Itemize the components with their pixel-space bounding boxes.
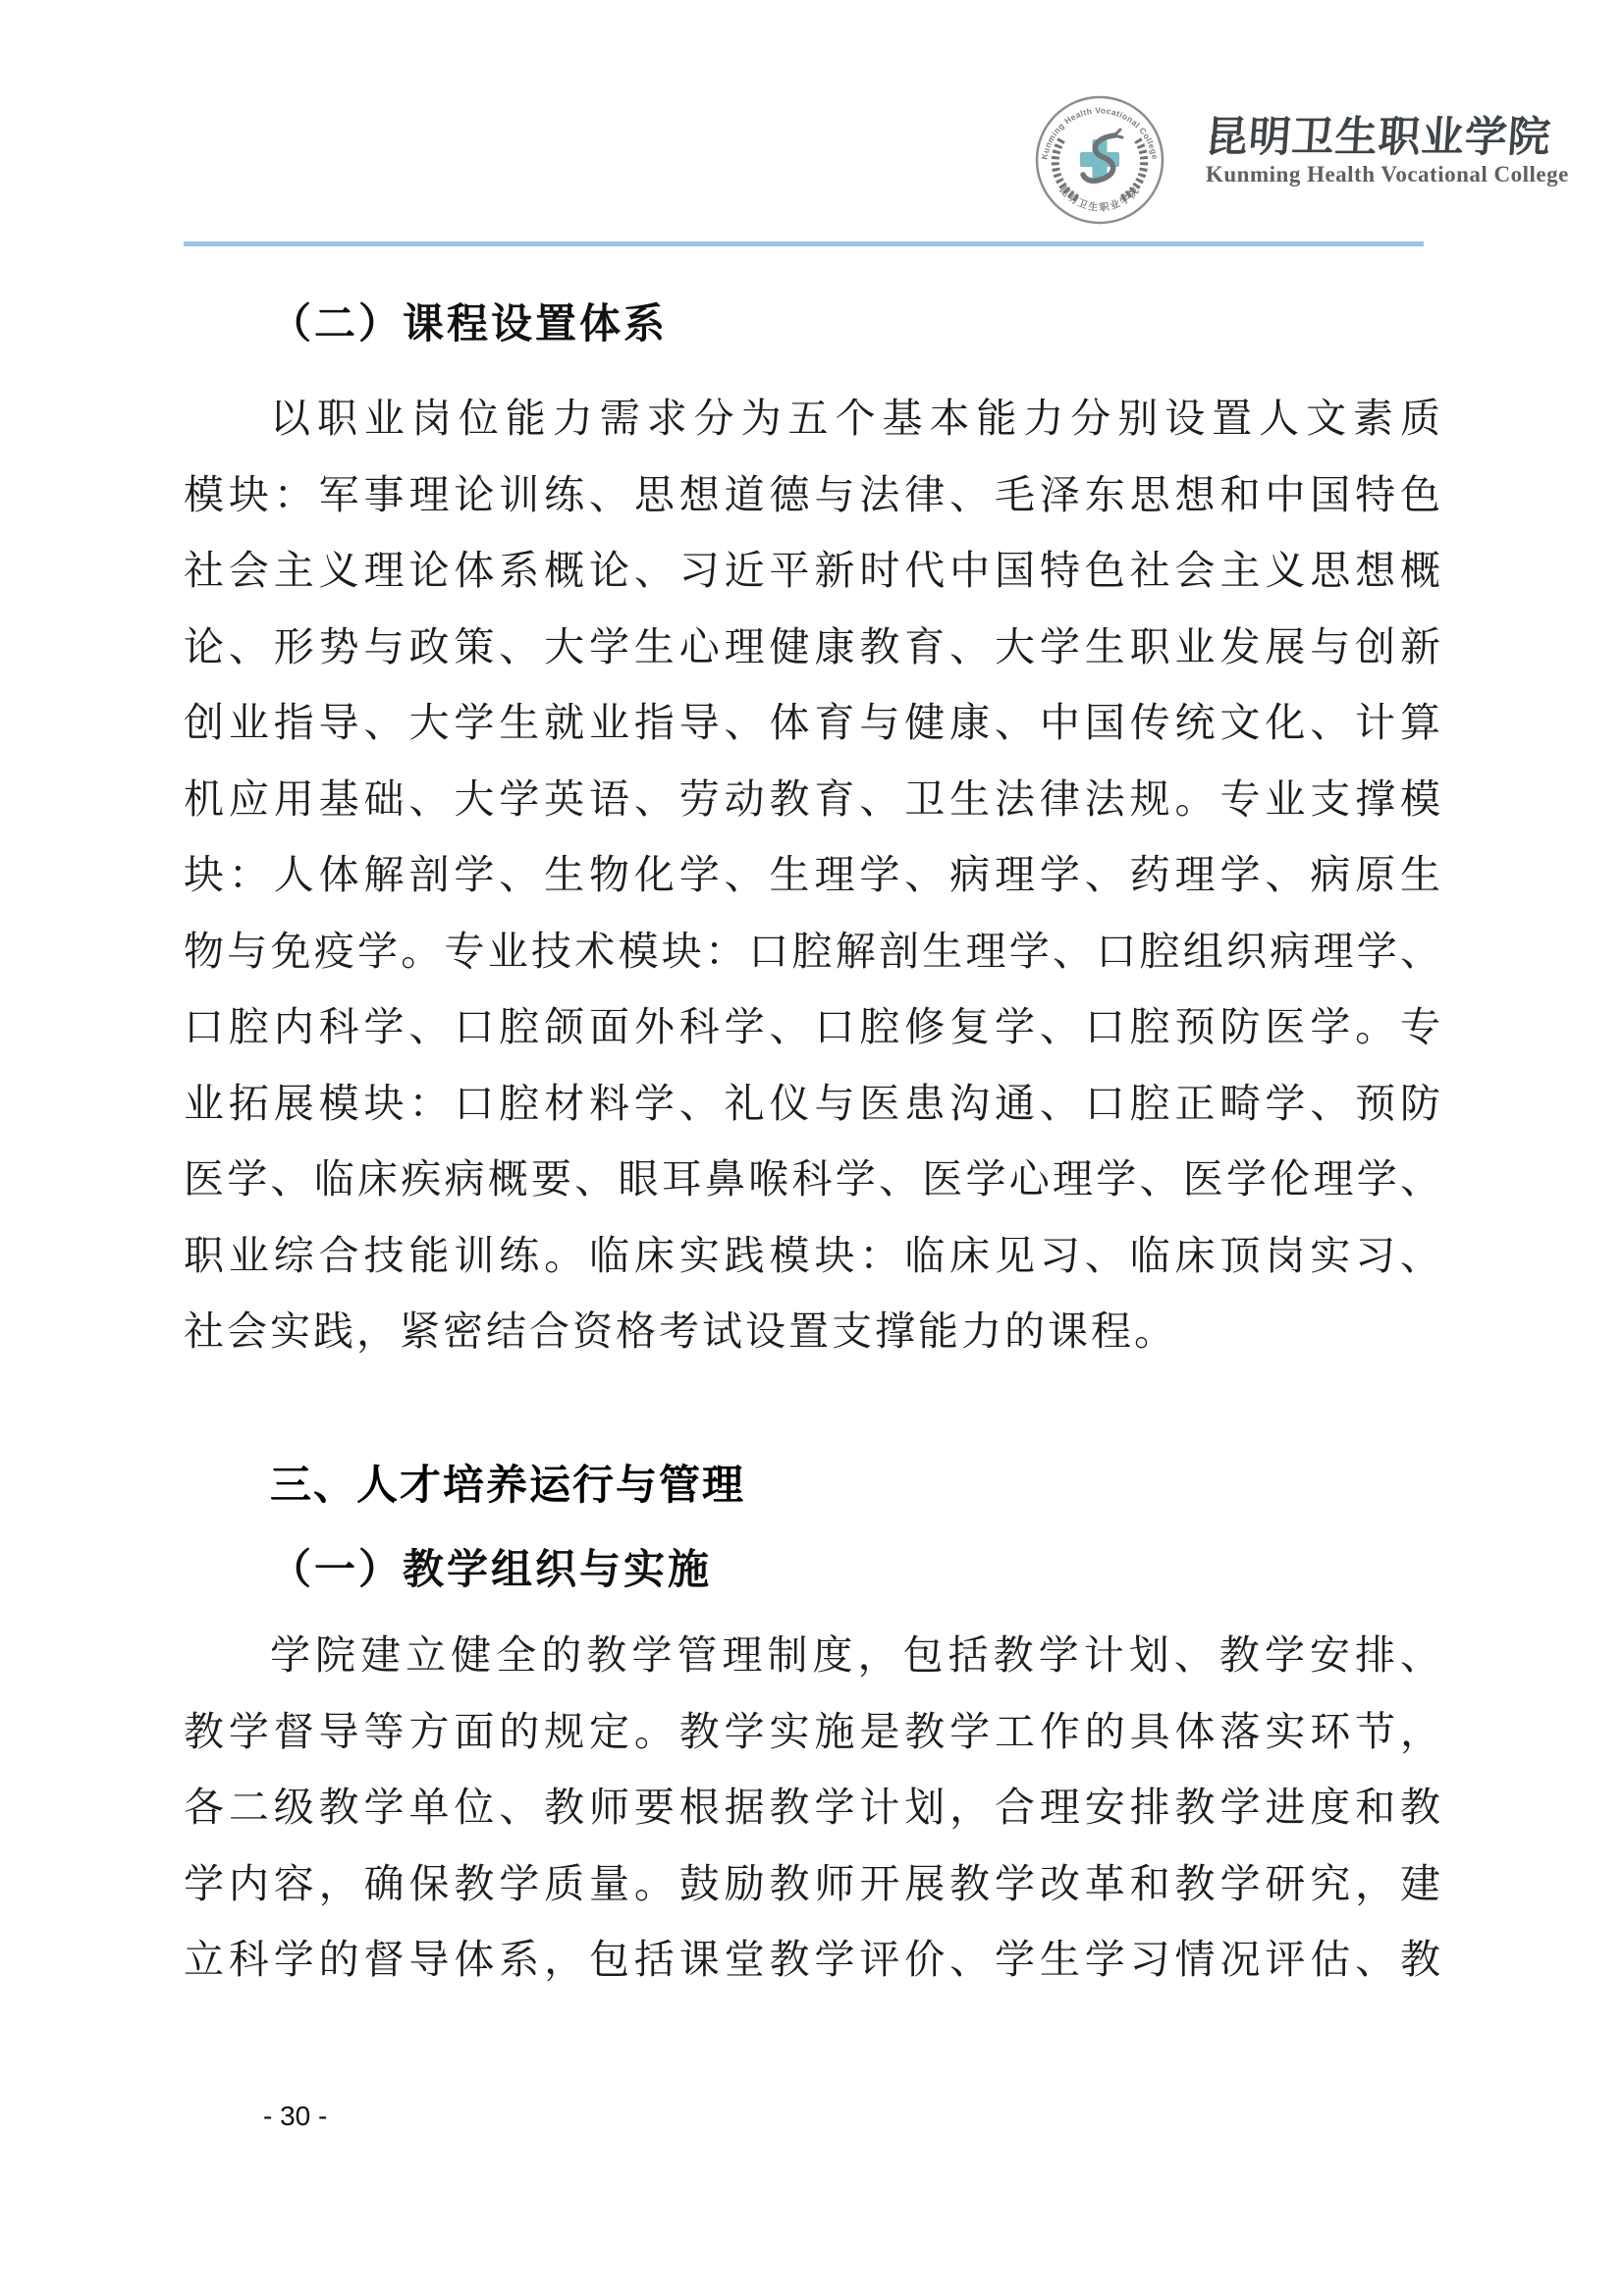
body-line: 社会实践，紧密结合资格考试设置支撑能力的课程。 xyxy=(184,1308,1177,1354)
body-line: 学内容，确保教学质量。鼓励教师开展教学改革和教学研究，建 xyxy=(184,1860,1440,1906)
body-line: 学院建立健全的教学管理制度，包括教学计划、教学安排、 xyxy=(270,1632,1440,1678)
body-line: 口腔内科学、口腔颌面外科学、口腔修复学、口腔预防医学。专 xyxy=(184,1004,1440,1049)
body-line: 物与免疫学。专业技术模块：口腔解剖生理学、口腔组织病理学、 xyxy=(184,928,1440,974)
body-line: 创业指导、大学生就业指导、体育与健康、中国传统文化、计算 xyxy=(184,700,1440,745)
heading-course-system: （二）课程设置体系 xyxy=(270,302,669,347)
heading-talent-management: 三、人才培养运行与管理 xyxy=(270,1462,746,1508)
body-line: 业拓展模块：口腔材料学、礼仪与医患沟通、口腔正畸学、预防 xyxy=(184,1080,1440,1126)
body-line: 立科学的督导体系，包括课堂教学评价、学生学习情况评估、教 xyxy=(184,1937,1440,1982)
body-line: 各二级教学单位、教师要根据教学计划，合理安排教学进度和教 xyxy=(184,1785,1440,1830)
college-name-zh: 昆明卫生职业学院 xyxy=(1204,113,1553,162)
body-line: 职业综合技能训练。临床实践模块：临床见习、临床顶岗实习、 xyxy=(184,1232,1440,1278)
header-divider xyxy=(184,241,1424,246)
laurel-wreath-right-icon xyxy=(1122,137,1144,198)
college-logo-icon xyxy=(1034,94,1165,226)
teaching-paragraph xyxy=(184,1618,1440,1999)
laurel-wreath-left-icon xyxy=(1056,137,1077,198)
logo-ring-text-top: Kunming Health Vocational College xyxy=(1039,105,1161,161)
course-paragraph xyxy=(184,381,1440,1370)
body-line: 块：人体解剖学、生物化学、生理学、病理学、药理学、病原生 xyxy=(184,852,1440,897)
body-line: 以职业岗位能力需求分为五个基本能力分别设置人文素质 xyxy=(270,396,1440,441)
college-name-en: Kunming Health Vocational College xyxy=(1206,162,1569,187)
body-line: 教学督导等方面的规定。教学实施是教学工作的具体落实环节， xyxy=(184,1708,1440,1754)
logo-ring-text-bottom: 昆明卫生职业学院 xyxy=(1056,184,1143,214)
body-line: 医学、临床疾病概要、眼耳鼻喉科学、医学心理学、医学伦理学、 xyxy=(184,1156,1440,1201)
body-line: 社会主义理论体系概论、习近平新时代中国特色社会主义思想概 xyxy=(184,548,1440,593)
body-line: 模块：军事理论训练、思想道德与法律、毛泽东思想和中国特色 xyxy=(184,471,1440,517)
svg-text:昆明卫生职业学院 xyxy=(1056,184,1142,214)
body-line: 机应用基础、大学英语、劳动教育、卫生法律法规。专业支撑模 xyxy=(184,775,1440,822)
body-line: 论、形势与政策、大学生心理健康教育、大学生职业发展与创新 xyxy=(184,623,1440,669)
heading-teaching-org: （一）教学组织与实施 xyxy=(270,1548,713,1593)
page-number: - 30 - xyxy=(263,2101,328,2131)
